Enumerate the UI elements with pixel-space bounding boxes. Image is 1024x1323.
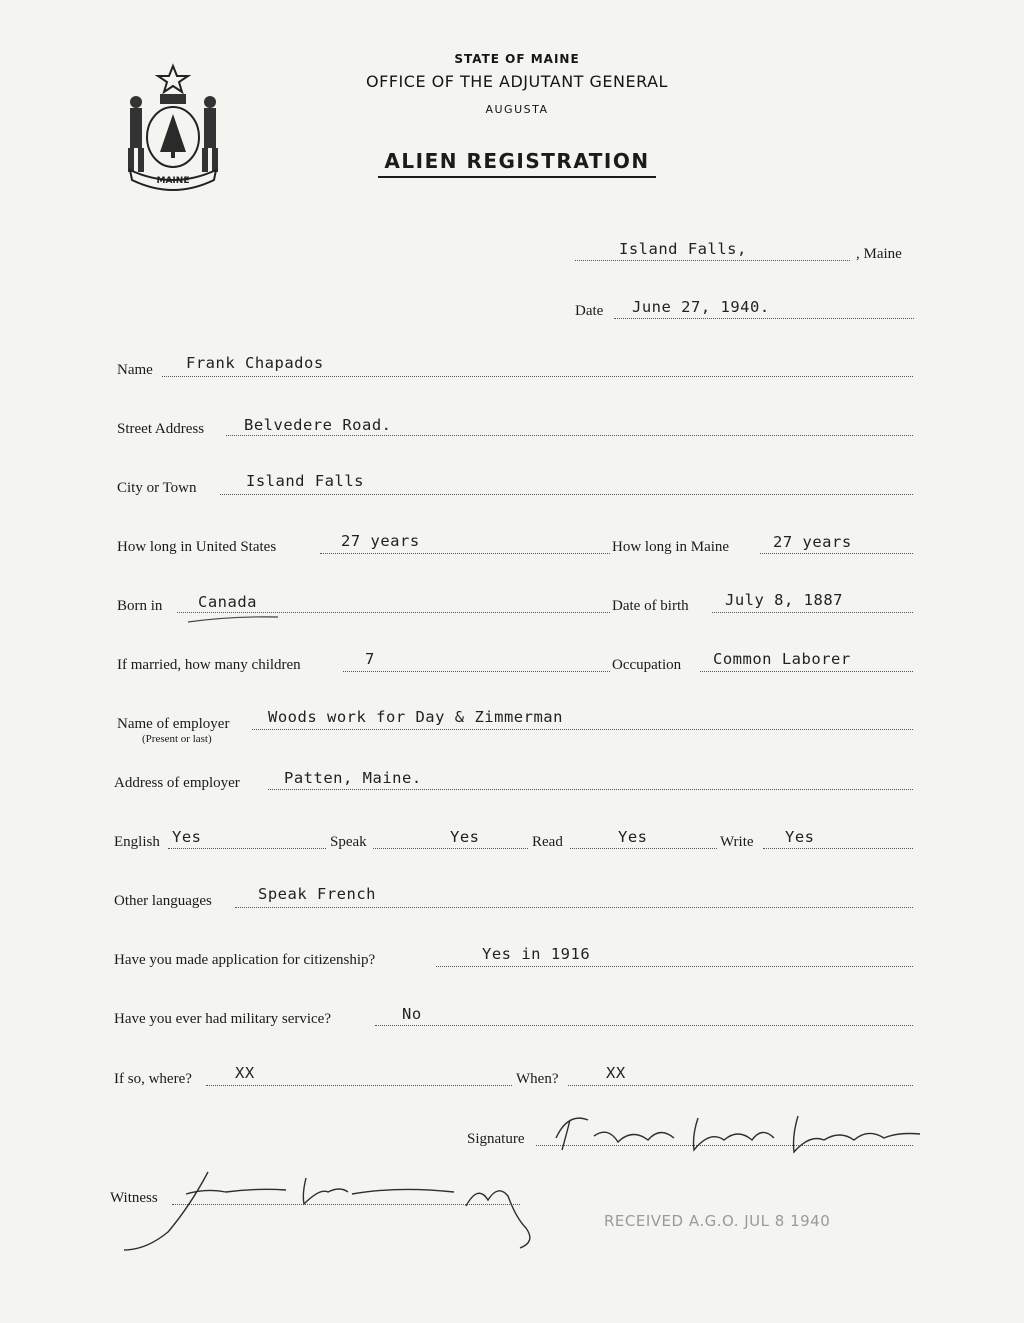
employer-line	[252, 729, 913, 730]
received-stamp: RECEIVED A.G.O. JUL 8 1940	[604, 1212, 831, 1230]
where-value: XX	[235, 1064, 255, 1082]
date-label: Date	[575, 303, 604, 319]
speak-line	[373, 848, 528, 849]
maine-duration-label: How long in Maine	[612, 539, 730, 555]
employer-address-line	[268, 789, 913, 790]
when-label: When?	[516, 1071, 559, 1087]
occupation-value: Common Laborer	[713, 650, 851, 668]
speak-value: Yes	[450, 828, 480, 846]
date-value: June 27, 1940.	[632, 298, 770, 316]
maine-duration-line	[760, 553, 913, 554]
form-title: ALIEN REGISTRATION	[378, 149, 656, 178]
us-duration-value: 27 years	[341, 532, 420, 550]
state-heading: STATE OF MAINE	[454, 52, 580, 66]
employer-value: Woods work for Day & Zimmerman	[268, 708, 563, 726]
children-label: If married, how many children	[117, 657, 301, 673]
witness-signature	[116, 1166, 546, 1260]
write-label: Write	[720, 834, 754, 850]
office-heading: OFFICE OF THE ADJUTANT GENERAL	[366, 72, 668, 91]
other-languages-label: Other languages	[114, 893, 212, 909]
read-label: Read	[532, 834, 563, 850]
street-line	[226, 435, 913, 436]
employer-address-label: Address of employer	[114, 775, 240, 791]
underline-stroke	[186, 612, 281, 626]
military-value: No	[402, 1005, 422, 1023]
where-label: If so, where?	[114, 1071, 192, 1087]
other-languages-line	[235, 907, 913, 908]
english-value: Yes	[172, 828, 202, 846]
military-line	[375, 1025, 913, 1026]
dob-label: Date of birth	[612, 598, 689, 614]
when-value: XX	[606, 1064, 626, 1082]
where-line	[206, 1085, 512, 1086]
us-duration-line	[320, 553, 610, 554]
witness-label: Witness	[110, 1190, 158, 1206]
citizenship-line	[436, 966, 913, 967]
employer-label: Name of employer	[117, 716, 230, 732]
when-line	[568, 1085, 913, 1086]
born-label: Born in	[117, 598, 163, 614]
date-line	[614, 318, 914, 319]
speak-label: Speak	[330, 834, 367, 850]
english-line	[168, 848, 326, 849]
born-value: Canada	[198, 593, 257, 611]
employer-sublabel: (Present or last)	[142, 733, 212, 745]
dob-value: July 8, 1887	[725, 591, 843, 609]
other-languages-value: Speak French	[258, 885, 376, 903]
citizenship-value: Yes in 1916	[482, 945, 591, 963]
name-line	[162, 376, 913, 377]
english-label: English	[114, 834, 160, 850]
city-heading: AUGUSTA	[485, 103, 549, 116]
write-line	[763, 848, 913, 849]
place-line	[575, 260, 850, 261]
occupation-label: Occupation	[612, 657, 682, 673]
us-duration-label: How long in United States	[117, 539, 277, 555]
signature-label: Signature	[467, 1131, 525, 1147]
children-value: 7	[365, 650, 375, 668]
place-suffix: , Maine	[856, 246, 902, 262]
citizenship-label: Have you made application for citizenship?	[114, 952, 376, 968]
occupation-line	[700, 671, 913, 672]
city-value: Island Falls	[246, 472, 364, 490]
military-label: Have you ever had military service?	[114, 1011, 331, 1027]
write-value: Yes	[785, 828, 815, 846]
svg-text:MAINE: MAINE	[156, 176, 190, 186]
city-line	[220, 494, 913, 495]
street-label: Street Address	[117, 421, 205, 437]
employer-address-value: Patten, Maine.	[284, 769, 422, 787]
dob-line	[712, 612, 913, 613]
street-value: Belvedere Road.	[244, 416, 392, 434]
maine-duration-value: 27 years	[773, 533, 852, 551]
name-label: Name	[117, 362, 153, 378]
name-value: Frank Chapados	[186, 354, 324, 372]
children-line	[343, 671, 610, 672]
read-value: Yes	[618, 828, 648, 846]
read-line	[570, 848, 717, 849]
applicant-signature	[548, 1106, 938, 1158]
place-value: Island Falls,	[619, 240, 747, 258]
city-label: City or Town	[117, 480, 197, 496]
